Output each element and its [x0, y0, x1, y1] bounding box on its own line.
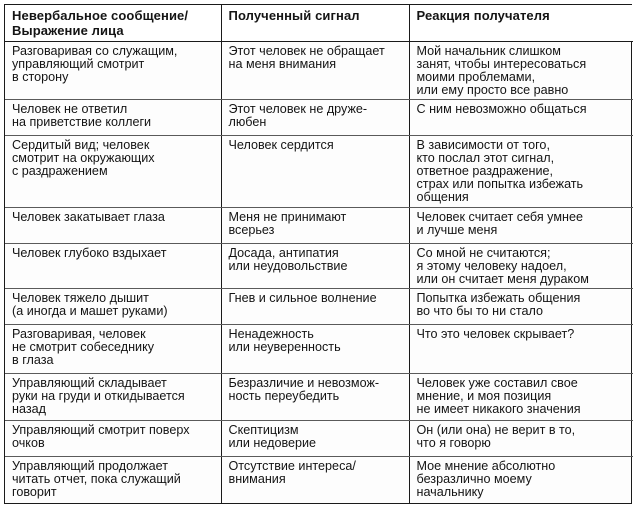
table-row	[5, 207, 633, 243]
cell-message: Человек глубоко вздыхает	[5, 243, 221, 289]
table-row	[5, 99, 633, 135]
cell-signal: Скептицизм или недоверие	[221, 420, 409, 456]
cell-message: Человек закатывает глаза	[5, 207, 221, 243]
cell-reaction: Мое мнение абсолютно безразлично моему начальнику	[416, 458, 556, 499]
cell-message: Сердитый вид; человек смотрит на окружающих с раздражением	[5, 136, 221, 207]
cell-reaction: С ним невозможно общаться	[409, 99, 633, 135]
table-row	[5, 374, 633, 421]
cell-reaction: Человек уже составил свое мнение, и моя позиция не имеет никакого значения	[409, 374, 633, 421]
cell-message: Разговаривая со служащим, управляющий смотрит в сторону	[5, 42, 221, 100]
cell-signal: Человек сердится	[221, 136, 409, 207]
cell-reaction: Со мной не считаются; я этому человеку надоел, или он считает меня дураком	[409, 243, 633, 289]
table-row	[5, 420, 633, 456]
cell-reaction: Человек считает себя умнее и лучше меня	[409, 207, 633, 243]
table-row	[5, 289, 633, 325]
cell-signal: Досада, антипатия или неудовольствие	[221, 243, 409, 289]
cell-signal: Отсутствие интереса/ внимания	[221, 456, 409, 503]
nonverbal-communication-table	[4, 4, 632, 504]
cell-reaction: Он (или она) не верит в то, что я говорю	[409, 420, 633, 456]
table	[5, 5, 633, 503]
table-row	[5, 136, 633, 207]
cell-reaction: В зависимости от того, кто послал этот сигнал, ответное раздражение, страх или попытка избежать общения	[409, 136, 633, 207]
header-received-signal: Полученный сигнал	[221, 5, 409, 42]
table-row	[5, 243, 633, 289]
cell-signal: Гнев и сильное волнение	[221, 289, 409, 325]
header-receiver-reaction: Реакция получателя	[409, 5, 633, 42]
cell-signal: Меня не принимают всерьез	[221, 207, 409, 243]
cell-signal: Этот человек не обращает на меня внимания	[221, 42, 409, 100]
cell-message: Разговаривая, человек не смотрит собеседнику в глаза	[5, 325, 221, 374]
table-row	[5, 42, 633, 100]
cell-message: Управляющий складывает руки на груди и откидывается назад	[5, 374, 221, 421]
cell-reaction: Попытка избежать общения во что бы то ни стало	[409, 289, 633, 325]
cell-message: Управляющий продолжает читать отчет, пока служащий говорит	[5, 456, 221, 503]
table-row	[5, 456, 633, 503]
cell-reaction: Мой начальник слишком занят, чтобы интересоваться моими проблемами, или ему просто все равно	[409, 42, 633, 100]
table-row	[5, 325, 633, 374]
header-nonverbal-message: Невербальное сообщение/ Выражение лица	[5, 5, 221, 42]
cell-message: Управляющий смотрит поверх очков	[5, 420, 221, 456]
cell-signal: Ненадежность или неуверенность	[221, 325, 409, 374]
cell-reaction: Что это человек скрывает?	[409, 325, 633, 374]
cell-signal: Безразличие и невозмож- ность переубедить	[221, 374, 409, 421]
cell-message: Человек тяжело дышит (а иногда и машет руками)	[5, 289, 221, 325]
cell-signal: Этот человек не друже- любен	[221, 99, 409, 135]
table-header-row	[5, 5, 633, 42]
cell-message: Человек не ответил на приветствие коллеги	[5, 99, 221, 135]
